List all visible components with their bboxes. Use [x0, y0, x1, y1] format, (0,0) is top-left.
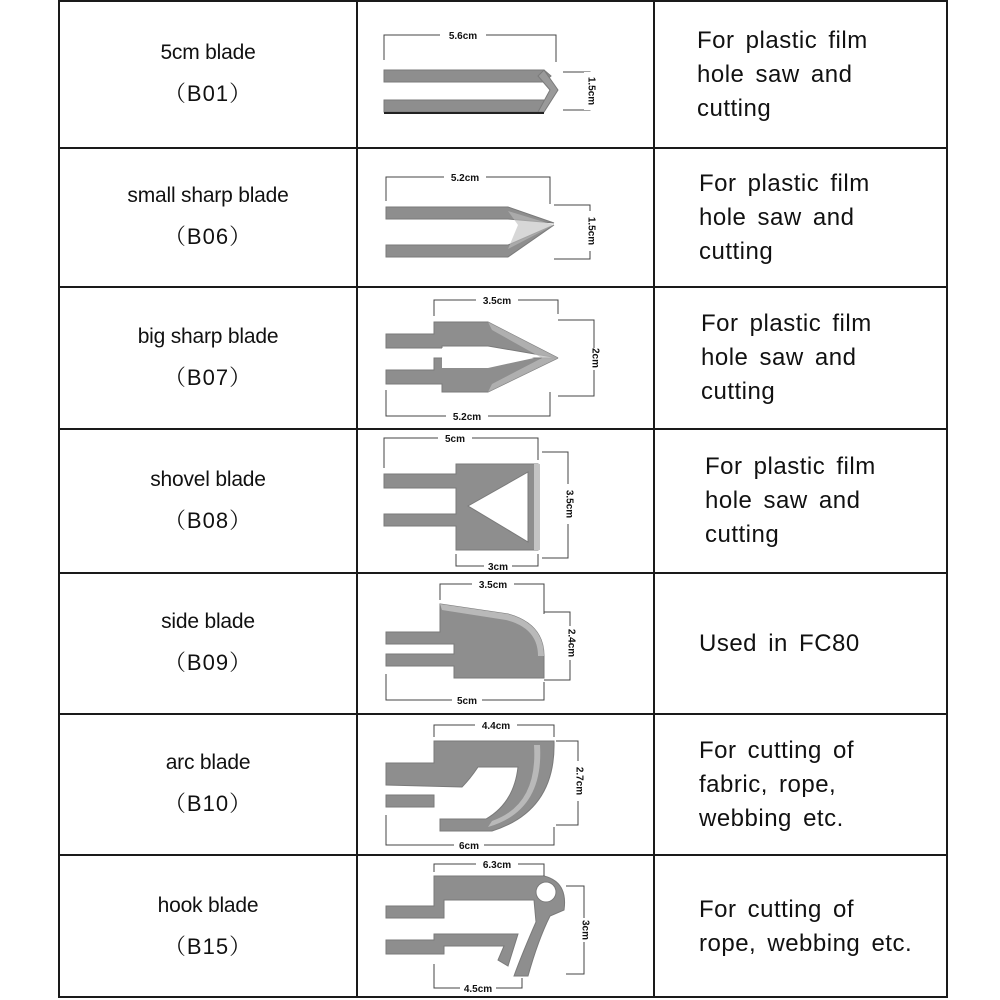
dimension-label: 5.2cm	[450, 173, 480, 184]
blade-name-cell	[60, 715, 356, 854]
usage-line: cutting	[697, 94, 772, 122]
blade-name: big sharp blade	[137, 324, 279, 348]
blade-b10-drawing	[358, 715, 653, 854]
dimension-label: 5.2cm	[452, 412, 482, 423]
blade-b06-drawing	[358, 149, 653, 286]
blade-code: （B15）	[163, 933, 253, 959]
dimension-label: 2.4cm	[565, 628, 577, 658]
blade-name-cell	[60, 430, 356, 572]
dimension-label: 1.5cm	[585, 216, 597, 246]
usage-cell	[655, 430, 948, 572]
dimension-label: 6.3cm	[482, 860, 512, 871]
dimension-label: 5cm	[444, 434, 466, 445]
dimension-label: 4.5cm	[463, 984, 493, 995]
dimension-label: 2cm	[589, 347, 601, 369]
dimension-label: 3.5cm	[482, 296, 512, 307]
usage-line: fabric, rope,	[699, 770, 837, 798]
usage-line: hole saw and	[697, 60, 853, 88]
blade-name-cell	[60, 856, 356, 998]
blade-name: shovel blade	[150, 467, 266, 491]
blade-code: （B09）	[163, 650, 253, 675]
usage-line: rope, webbing etc.	[699, 930, 913, 957]
blade-name: small sharp blade	[127, 184, 289, 207]
blade-image-cell	[358, 856, 653, 998]
blade-image-cell	[358, 149, 653, 286]
usage-line: For plastic film	[699, 169, 870, 197]
dimension-label: 1.5cm	[585, 76, 597, 106]
blade-name: side blade	[161, 610, 255, 633]
usage-cell	[655, 288, 948, 428]
blade-b15-drawing	[358, 856, 653, 998]
blade-code: （B07）	[163, 364, 253, 390]
usage-line: hole saw and	[699, 203, 855, 231]
blade-image-cell	[358, 288, 653, 428]
usage-cell	[655, 574, 948, 713]
usage-line: For plastic film	[705, 453, 876, 480]
usage-line: cutting	[705, 521, 780, 548]
blade-b08-drawing	[358, 430, 653, 572]
blade-name-cell	[60, 2, 356, 147]
blade-b09-drawing	[358, 574, 653, 713]
blade-name: 5cm blade	[160, 41, 256, 64]
blade-name: arc blade	[165, 751, 251, 774]
blade-name: hook blade	[157, 893, 259, 917]
blade-image-cell	[358, 430, 653, 572]
usage-line: cutting	[701, 378, 776, 405]
blade-table	[58, 0, 948, 998]
dimension-label: 5.6cm	[448, 31, 478, 42]
dimension-label: 6cm	[458, 841, 480, 852]
blade-image-cell	[358, 2, 653, 147]
blade-image-cell	[358, 574, 653, 713]
dimension-label: 3.5cm	[478, 580, 508, 591]
dimension-label: 3cm	[487, 562, 509, 572]
dimension-label: 3cm	[579, 919, 591, 941]
blade-code: （B10）	[163, 791, 253, 816]
usage-line: For plastic film	[701, 310, 872, 337]
usage-line: webbing etc.	[699, 804, 844, 832]
usage-line: hole saw and	[705, 487, 861, 514]
blade-name-cell	[60, 288, 356, 428]
usage-line: For cutting of	[699, 896, 855, 923]
blade-b01-drawing	[358, 2, 653, 147]
blade-b07-drawing	[358, 288, 653, 428]
dimension-label: 3.5cm	[563, 489, 575, 519]
usage-cell	[655, 149, 948, 286]
blade-code: （B06）	[163, 224, 253, 249]
dimension-label: 5cm	[456, 696, 478, 707]
dimension-label: 2.7cm	[573, 766, 585, 796]
usage-line: hole saw and	[701, 344, 857, 371]
blade-name-cell	[60, 149, 356, 286]
usage-line: Used in FC80	[699, 629, 860, 657]
dimension-label: 4.4cm	[481, 721, 511, 732]
blade-code: （B08）	[163, 507, 253, 533]
usage-line: For plastic film	[697, 26, 868, 54]
usage-cell	[655, 715, 948, 854]
usage-line: cutting	[699, 237, 774, 265]
blade-name-cell	[60, 574, 356, 713]
usage-line: For cutting of	[699, 736, 855, 764]
usage-cell	[655, 856, 948, 998]
blade-code: （B01）	[163, 81, 253, 106]
blade-image-cell	[358, 715, 653, 854]
usage-cell	[655, 2, 948, 147]
